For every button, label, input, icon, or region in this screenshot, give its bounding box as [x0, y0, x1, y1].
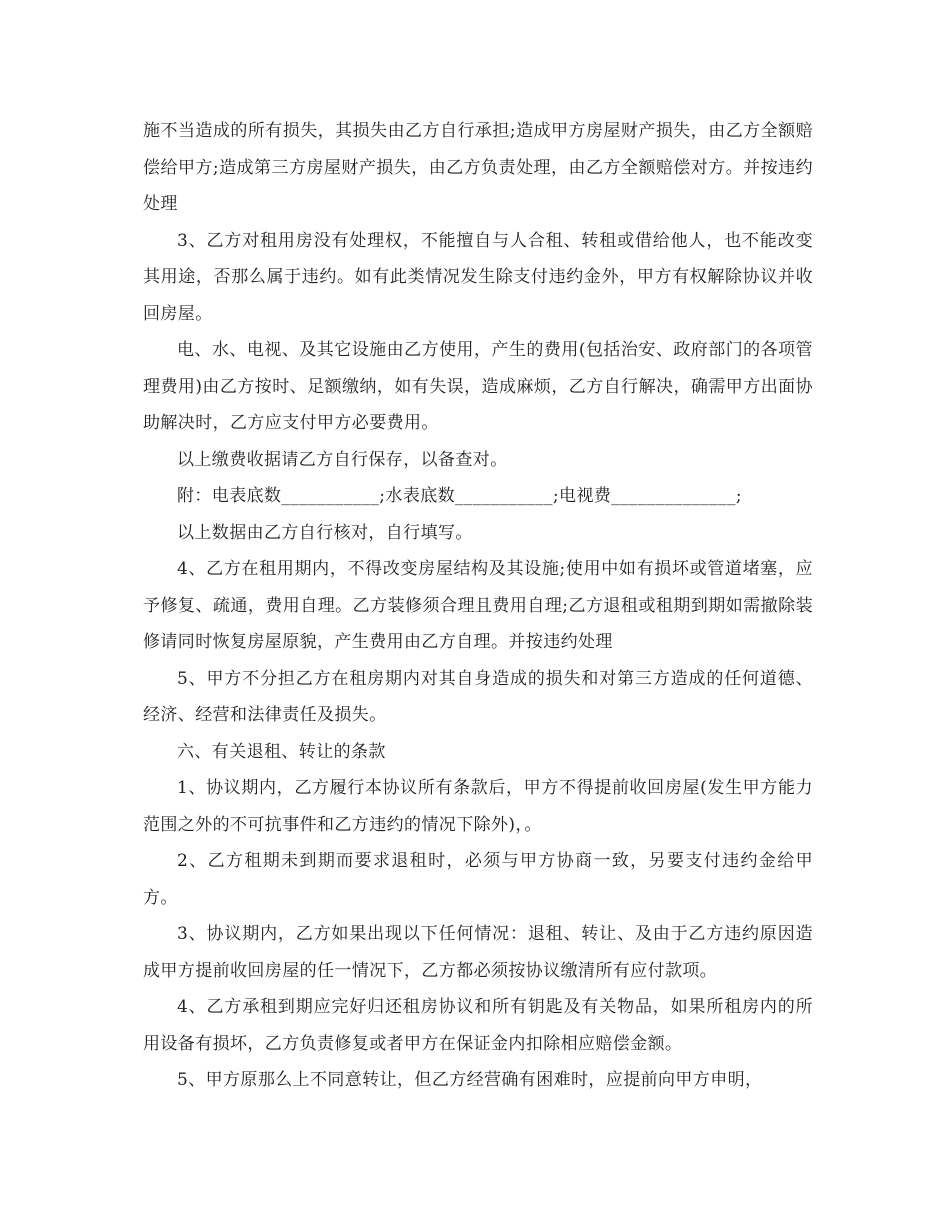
paragraph-3: 电、水、电视、及其它设施由乙方使用，产生的费用(包括治安、政府部门的各项管理费用)由乙方按时、足额缴纳，如有失误，造成麻烦，乙方自行解决，确需甲方出面协助解决时，乙方应支付甲方必要费用。	[143, 340, 813, 433]
section-heading: 六、有关退租、转让的条款	[177, 741, 386, 762]
paragraph-8: 5、甲方不分担乙方在租房期内对其自身造成的损失和对第三方造成的任何道德、经济、经营和法律责任及损失。	[143, 668, 813, 725]
paragraph-13: 4、乙方承租到期应完好归还租房协议和所有钥匙及有关物品，如果所租房内的所用设备有损坏，乙方负责修复或者甲方在保证金内扣除相应赔偿金额。	[143, 997, 813, 1054]
paragraph-12: 3、协议期内，乙方如果出现以下任何情况：退租、转让、及由于乙方违约原因造成甲方提前收回房屋的任一情况下，乙方都必须按协议缴清所有应付款项。	[143, 924, 813, 981]
paragraph-4: 以上缴费收据请乙方自行保存，以备查对。	[177, 449, 508, 470]
paragraph-2: 3、乙方对租用房没有处理权，不能擅自与人合租、转租或借给他人，也不能改变其用途，否那么属于违约。如有此类情况发生除支付违约金外，甲方有权解除协议并收回房屋。	[143, 230, 813, 324]
paragraph-14: 5、甲方原那么上不同意转让，但乙方经营确有困难时，应提前向甲方申明，	[177, 1070, 763, 1090]
paragraph-10: 1、协议期内，乙方履行本协议所有条款后，甲方不得提前收回房屋(发生甲方能力范围之外的不可抗事件和乙方违约的情况下除外)，。	[143, 778, 813, 835]
paragraph-1: 施不当造成的所有损失，其损失由乙方自行承担;造成甲方房屋财产损失，由乙方全额赔偿给甲方;造成第三方房屋财产损失，由乙方负责处理，由乙方全额赔偿对方。并按违约处理	[143, 121, 813, 214]
document-body	[143, 113, 813, 1099]
paragraph-7: 4、乙方在租用期内，不得改变房屋结构及其设施;使用中如有损坏或管道堵塞，应予修复、疏通，费用自理。乙方装修须合理且费用自理;乙方退租或租期到期如需撤除装修请同时恢复房屋原貌，产生费用由乙方自理。并按违约处理	[143, 559, 813, 652]
paragraph-6: 以上数据由乙方自行核对，自行填写。	[177, 522, 473, 543]
paragraph-5-meter-readings: 附：电表底数___________;水表底数___________;电视费______________;	[177, 486, 742, 506]
paragraph-11: 2、乙方租期未到期而要求退租时，必须与甲方协商一致，另要支付违约金给甲方。	[143, 851, 813, 908]
